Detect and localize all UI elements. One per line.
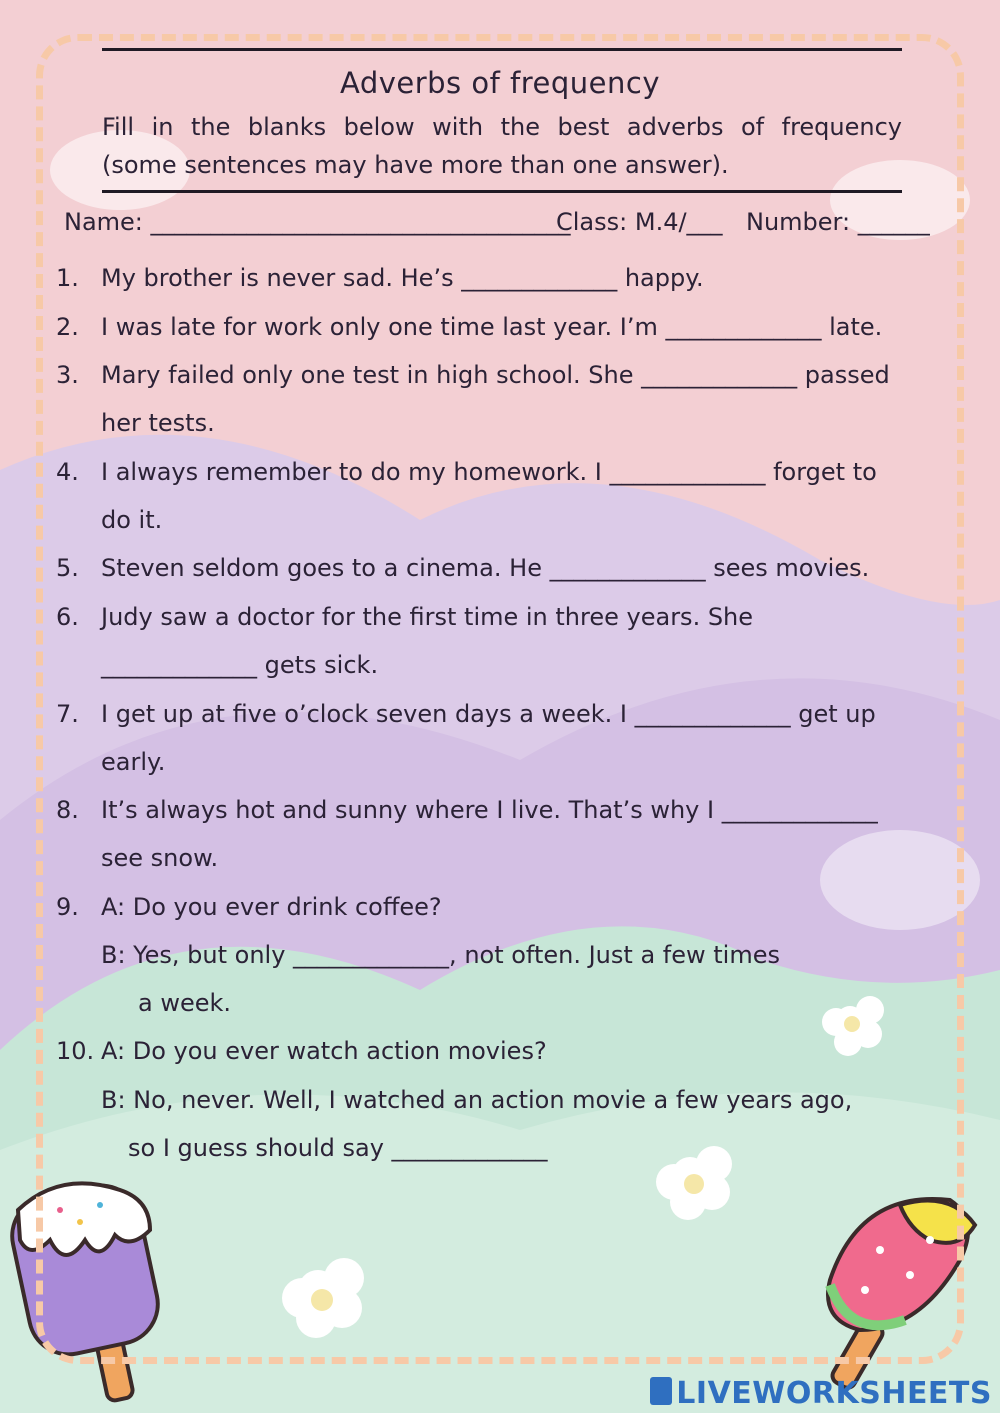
question-text[interactable]: Steven seldom goes to a cinema. He _____________ sees movies.: [101, 554, 870, 582]
question-text[interactable]: My brother is never sad. He’s _____________ happy.: [101, 264, 704, 292]
number-field[interactable]: Number: ______: [746, 208, 930, 236]
instructions-line: Fill in the blanks below with the best adverbs of frequency: [102, 113, 902, 141]
watermark-text: LIVEWORKSHEETS: [676, 1376, 992, 1411]
instructions: [102, 108, 902, 184]
question-number: 1.: [56, 264, 79, 292]
question-text[interactable]: Mary failed only one test in high school. She _____________ passed: [101, 361, 890, 389]
question-text[interactable]: I always remember to do my homework. I _____________ forget to: [101, 458, 877, 486]
worksheet-title: Adverbs of frequency: [339, 66, 661, 100]
question-number: 9.: [56, 893, 79, 921]
question-text-continued: early.: [101, 748, 166, 776]
question-number: 4.: [56, 458, 79, 486]
liveworksheets-logo: [650, 1376, 992, 1411]
question-text-continued[interactable]: _____________ gets sick.: [101, 651, 379, 679]
question-number: 6.: [56, 603, 79, 631]
question-text-continued: see snow.: [101, 844, 219, 872]
question-text[interactable]: It’s always hot and sunny where I live. That’s why I _____________: [101, 796, 878, 824]
question-number: 5.: [56, 554, 79, 582]
instructions-rule: [102, 190, 902, 193]
question-text-continued: her tests.: [101, 409, 215, 437]
top-rule: [102, 48, 902, 51]
question-text: A: Do you ever watch action movies?: [101, 1037, 547, 1065]
question-text-continued[interactable]: so I guess should say _____________: [128, 1134, 548, 1162]
question-text-continued: a week.: [138, 989, 232, 1017]
question-number: 10.: [56, 1037, 95, 1065]
question-text: A: Do you ever drink coffee?: [101, 893, 442, 921]
question-number: 2.: [56, 313, 79, 341]
question-number: 3.: [56, 361, 79, 389]
question-text[interactable]: I was late for work only one time last year. I’m _____________ late.: [101, 313, 883, 341]
class-field[interactable]: Class: M.4/___: [556, 208, 723, 236]
question-text: Judy saw a doctor for the first time in three years. She: [101, 603, 754, 631]
question-text-continued[interactable]: B: Yes, but only _____________, not often. Just a few times: [101, 941, 780, 969]
name-field[interactable]: Name: ___________________________________: [64, 208, 571, 236]
question-text[interactable]: I get up at five o’clock seven days a week. I _____________ get up: [101, 700, 876, 728]
instructions-line: (some sentences may have more than one answer).: [102, 151, 729, 179]
question-text-continued: B: No, never. Well, I watched an action movie a few years ago,: [101, 1086, 853, 1114]
question-text-continued: do it.: [101, 506, 163, 534]
question-number: 7.: [56, 700, 79, 728]
question-number: 8.: [56, 796, 79, 824]
liveworksheets-badge-icon: [650, 1377, 672, 1405]
